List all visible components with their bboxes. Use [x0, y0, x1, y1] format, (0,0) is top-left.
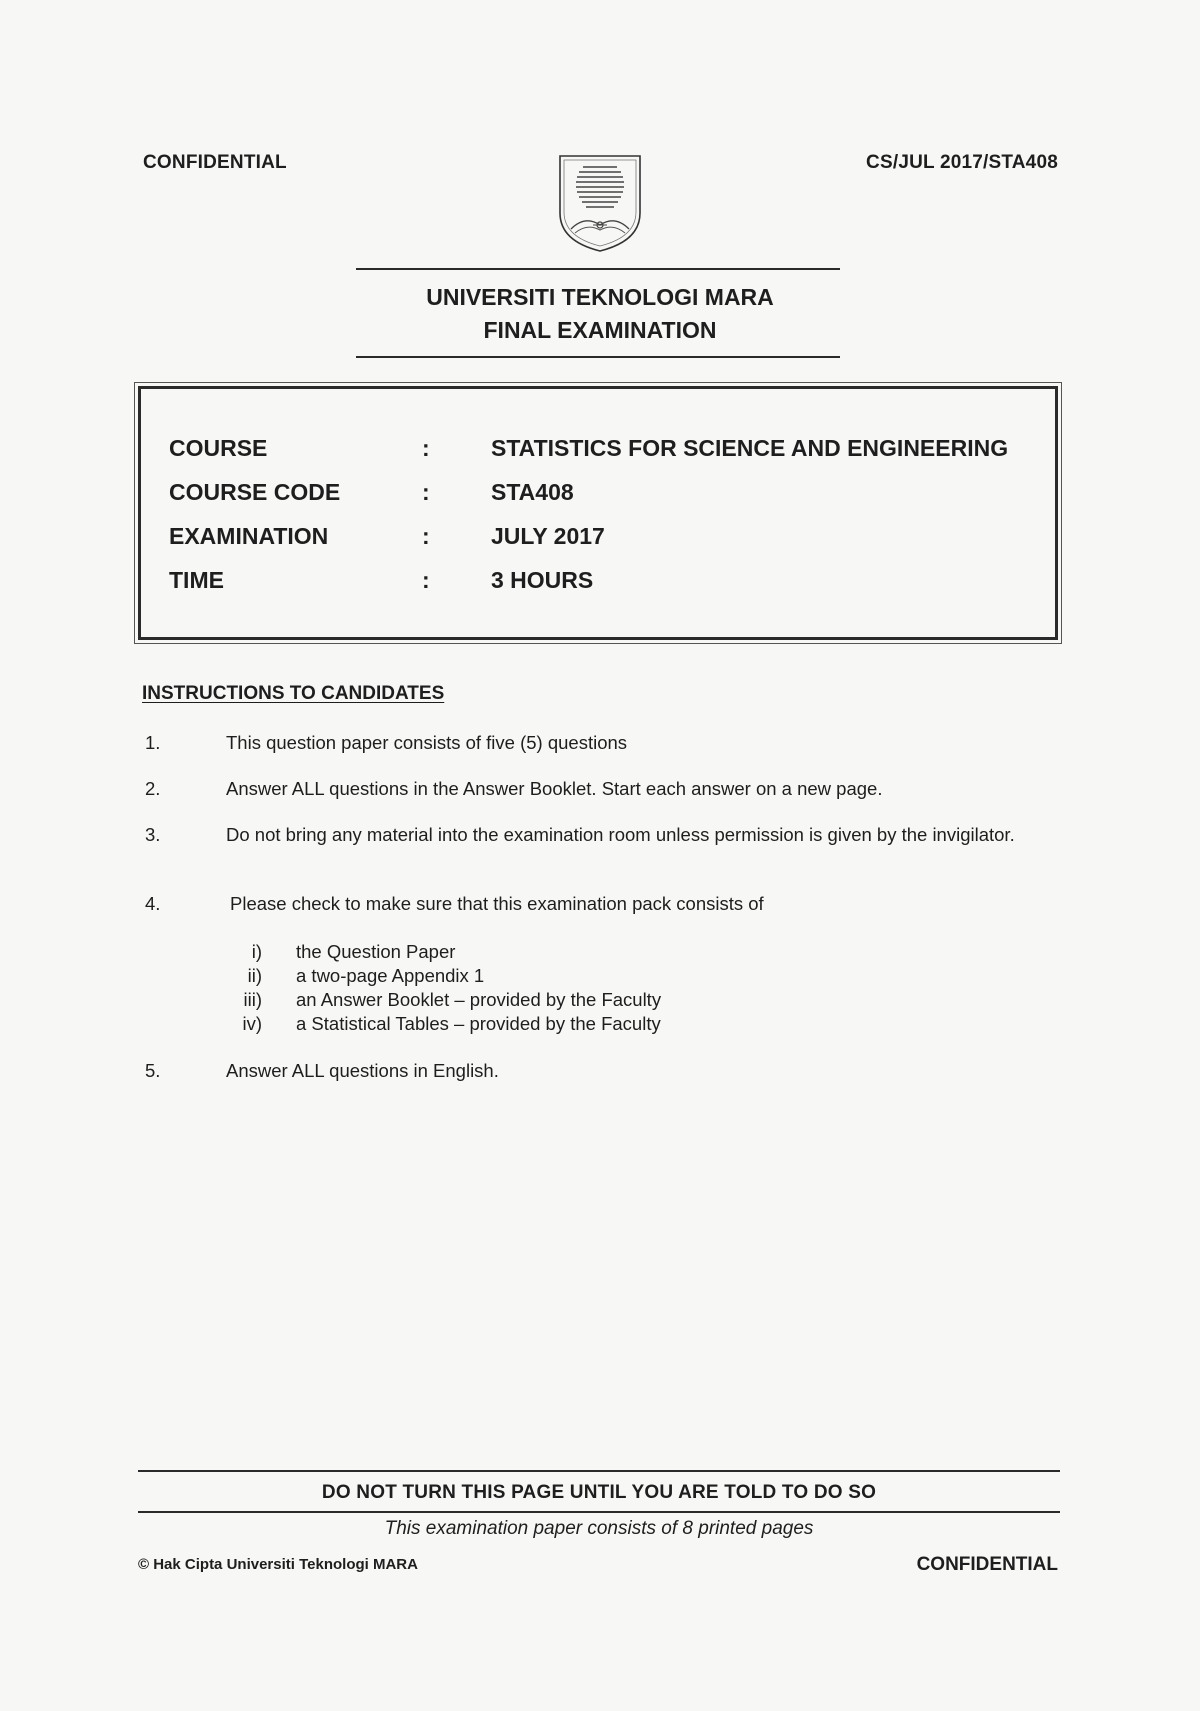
course-details-box [138, 386, 1058, 640]
examination-value: JULY 2017 [491, 523, 605, 549]
footer-confidential: CONFIDENTIAL [916, 1554, 1058, 1575]
course-separator: : [422, 435, 430, 461]
course-code-label: COURSE CODE [169, 479, 341, 505]
course-value: STATISTICS FOR SCIENCE AND ENGINEERING [491, 435, 1009, 461]
examination-separator: : [422, 523, 430, 549]
university-name: UNIVERSITI TEKNOLOGI MARA [426, 284, 774, 310]
instruction-text: This question paper consists of five (5) questions [226, 732, 628, 753]
pack-item-text: a two-page Appendix 1 [296, 965, 485, 986]
instructions-heading: INSTRUCTIONS TO CANDIDATES [142, 683, 445, 704]
footer-page-count: This examination paper consists of 8 printed pages [384, 1518, 814, 1539]
instruction-number: 2. [145, 778, 161, 799]
examination-row [169, 521, 1049, 551]
header-confidential: CONFIDENTIAL [143, 152, 287, 173]
course-row [169, 433, 1049, 463]
university-crest-logo [557, 153, 643, 253]
exam-title: FINAL EXAMINATION [483, 317, 717, 343]
time-row [169, 565, 1049, 595]
instruction-number: 3. [145, 824, 161, 845]
footer-middle-rule [138, 1511, 1060, 1513]
title-bottom-rule [356, 356, 840, 358]
pack-item-number: iii) [243, 989, 262, 1010]
title-top-rule [356, 268, 840, 270]
instruction-number: 1. [145, 732, 161, 753]
pack-item-text: a Statistical Tables – provided by the Faculty [296, 1013, 661, 1034]
header-paper-code: CS/JUL 2017/STA408 [866, 152, 1058, 173]
instruction-text: Answer ALL questions in English. [226, 1060, 499, 1081]
time-label: TIME [169, 567, 224, 593]
instruction-text: Answer ALL questions in the Answer Booklet. Start each answer on a new page. [226, 778, 883, 799]
instruction-text: Do not bring any material into the examination room unless permission is given by the invigilator. [226, 824, 1015, 845]
footer-warning: DO NOT TURN THIS PAGE UNTIL YOU ARE TOLD TO DO SO [321, 1482, 877, 1503]
time-separator: : [422, 567, 430, 593]
pack-item-number: ii) [247, 965, 262, 986]
pack-item-number: i) [251, 941, 262, 962]
instruction-text: Please check to make sure that this examination pack consists of [230, 893, 764, 914]
footer-copyright: © Hak Cipta Universiti Teknologi MARA [138, 1556, 418, 1573]
footer-top-rule [138, 1470, 1060, 1472]
pack-item-text: the Question Paper [296, 941, 456, 962]
instruction-number: 5. [145, 1060, 161, 1081]
course-label: COURSE [169, 435, 268, 461]
course-code-value: STA408 [491, 479, 574, 505]
time-value: 3 HOURS [491, 567, 594, 593]
course-code-separator: : [422, 479, 430, 505]
instruction-number: 4. [145, 893, 161, 914]
course-code-row [169, 477, 1049, 507]
examination-label: EXAMINATION [169, 523, 329, 549]
pack-item-number: iv) [242, 1013, 262, 1034]
pack-item-text: an Answer Booklet – provided by the Faculty [296, 989, 662, 1010]
